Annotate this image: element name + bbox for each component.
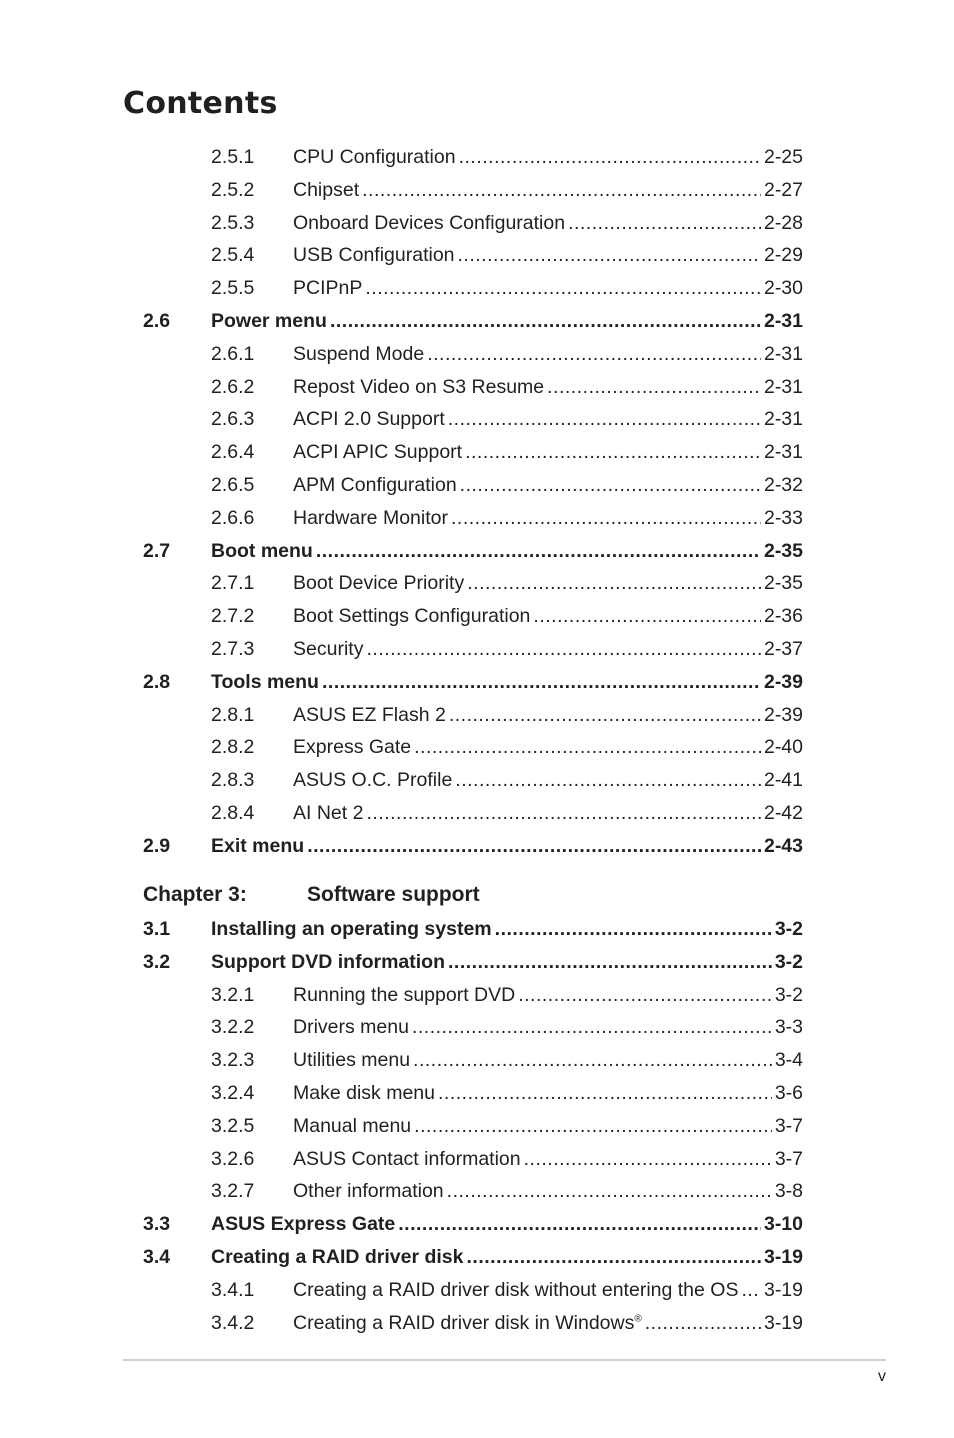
toc-entry-page: 3-8 xyxy=(774,1180,803,1203)
toc-subsection-entry xyxy=(0,371,954,403)
toc-entry-page: 2-32 xyxy=(763,474,803,496)
toc-entry-page: 2-28 xyxy=(763,211,803,234)
toc-entry-line xyxy=(293,1274,803,1306)
dot-leader xyxy=(518,979,772,1011)
toc-entry-line xyxy=(211,830,803,862)
dot-leader xyxy=(533,600,761,632)
toc-entry-title xyxy=(211,1208,395,1240)
toc-entry-number: 2.8.3 xyxy=(211,769,255,792)
toc-entry-page: 3-2 xyxy=(774,983,803,1006)
toc-subsection-entry xyxy=(0,338,954,370)
toc-entry-page: 2-40 xyxy=(763,736,803,759)
toc-entry-title-text: ASUS EZ Flash 2 xyxy=(293,703,446,726)
toc-section-entry xyxy=(0,305,954,337)
toc-entry-title xyxy=(293,797,363,829)
toc-entry-title xyxy=(293,699,446,731)
dot-leader xyxy=(741,1274,761,1306)
toc-entry-number: 2.5.1 xyxy=(211,146,255,168)
toc-entry-line xyxy=(293,979,803,1011)
toc-entry-title-text: Exit menu xyxy=(211,834,305,857)
toc-entry-line xyxy=(293,174,803,206)
toc-subsection-entry xyxy=(0,469,954,501)
toc-entry-page: 3-19 xyxy=(763,1311,803,1334)
dot-leader xyxy=(524,1143,772,1175)
toc-subsection-entry xyxy=(0,567,954,599)
toc-entry-number: 2.8.2 xyxy=(211,736,255,759)
toc-entry-line xyxy=(293,272,803,304)
toc-entry-title-text: Drivers menu xyxy=(293,1016,409,1039)
toc-entry-number: 2.5.3 xyxy=(211,211,255,234)
toc-entry-number: 2.6.5 xyxy=(211,474,255,496)
toc-entry-title xyxy=(293,502,448,534)
toc-entry-number: 2.6.3 xyxy=(211,408,255,431)
toc-entry-line xyxy=(293,469,803,501)
toc-entry-title-text: Security xyxy=(293,638,364,660)
toc-entry-title xyxy=(293,633,363,665)
toc-entry-line xyxy=(293,1044,803,1076)
toc-entry-number: 2.8 xyxy=(143,670,171,693)
toc-subsection-entry xyxy=(0,272,954,304)
toc-entry-line xyxy=(211,666,803,698)
toc-entry-line xyxy=(293,633,803,665)
toc-entry-line xyxy=(293,600,803,632)
toc-entry-line xyxy=(293,436,803,468)
footer-divider xyxy=(123,1359,886,1361)
toc-subsection-entry xyxy=(0,1307,954,1339)
toc-entry-page: 2-36 xyxy=(763,605,803,628)
dot-leader xyxy=(448,403,761,435)
toc-entry-title xyxy=(211,830,304,862)
toc-entry-title xyxy=(293,1110,411,1142)
toc-entry-number: 2.6 xyxy=(143,310,171,332)
toc-entry-page: 3-2 xyxy=(774,918,803,940)
toc-entry-title-text: Boot menu xyxy=(211,539,313,562)
dot-leader xyxy=(547,371,761,403)
toc-entry-page: 2-31 xyxy=(763,408,803,431)
toc-entry-page: 2-25 xyxy=(763,146,803,168)
toc-subsection-entry xyxy=(0,633,954,665)
dot-leader xyxy=(467,567,761,599)
toc-entry-line xyxy=(293,699,803,731)
dot-leader xyxy=(447,1175,772,1207)
dot-leader xyxy=(455,764,761,796)
toc-entry-title-text: Boot Device Priority xyxy=(293,572,465,595)
toc-subsection-entry xyxy=(0,1011,954,1043)
toc-entry-line xyxy=(293,207,803,239)
toc-entry-title xyxy=(293,600,530,632)
toc-entry-page: 2-43 xyxy=(763,834,803,857)
toc-entry-line xyxy=(211,535,803,567)
toc-entry-title-text: Installing an operating system xyxy=(211,918,492,940)
toc-subsection-entry xyxy=(0,436,954,468)
toc-entry-line xyxy=(293,141,803,173)
chapter-title: Software support xyxy=(307,883,480,906)
toc-subsection-entry xyxy=(0,731,954,763)
toc-entry-title xyxy=(293,764,452,796)
dot-leader xyxy=(366,797,761,829)
toc-entry-number: 2.7.3 xyxy=(211,638,255,660)
toc-entry-number: 3.4 xyxy=(143,1246,171,1268)
toc-entry-page: 2-35 xyxy=(763,572,803,595)
toc-entry-title-text: ACPI 2.0 Support xyxy=(293,408,445,431)
dot-leader xyxy=(459,141,761,173)
toc-entry-title xyxy=(293,1307,642,1339)
toc-entry-title xyxy=(293,1044,410,1076)
toc-subsection-entry xyxy=(0,1143,954,1175)
toc-entry-title-text: Support DVD information xyxy=(211,950,445,973)
toc-entry-title-text: Manual menu xyxy=(293,1114,412,1137)
toc-entry-page: 2-29 xyxy=(763,244,803,267)
dot-leader xyxy=(427,338,761,370)
toc-entry-title-text: Running the support DVD xyxy=(293,983,516,1006)
toc-entry-title xyxy=(211,666,319,698)
dot-leader xyxy=(316,535,761,567)
toc-subsection-entry xyxy=(0,979,954,1011)
toc-entry-title xyxy=(293,1011,409,1043)
toc-entry-title-text: Chipset xyxy=(293,178,360,201)
dot-leader xyxy=(495,913,772,945)
toc-entry-number: 3.2.7 xyxy=(211,1180,255,1203)
toc-entry-title-text: ASUS Express Gate xyxy=(211,1213,396,1236)
dot-leader xyxy=(365,272,761,304)
dot-leader xyxy=(412,1011,772,1043)
toc-subsection-entry xyxy=(0,174,954,206)
dot-leader xyxy=(458,239,761,271)
toc-entry-title xyxy=(211,1241,464,1273)
toc-entry-title xyxy=(293,239,455,271)
toc-section-entry xyxy=(0,1208,954,1240)
toc-entry-page: 2-27 xyxy=(763,178,803,201)
toc-entry-line xyxy=(293,1307,803,1339)
toc-subsection-entry xyxy=(0,141,954,173)
toc-entry-page: 2-31 xyxy=(763,441,803,464)
toc-entry-line xyxy=(293,1175,803,1207)
dot-leader xyxy=(330,305,761,337)
toc-entry-title-text: ASUS Contact information xyxy=(293,1147,521,1170)
toc-entry-page: 3-6 xyxy=(774,1082,803,1104)
toc-subsection-entry xyxy=(0,1077,954,1109)
toc-subsection-entry xyxy=(0,600,954,632)
dot-leader xyxy=(568,207,761,239)
toc-entry-page: 3-10 xyxy=(763,1213,803,1236)
toc-entry-number: 3.4.1 xyxy=(211,1278,255,1301)
toc-entry-line xyxy=(293,797,803,829)
toc-entry-number: 2.6.6 xyxy=(211,506,255,529)
toc-entry-page: 2-33 xyxy=(763,506,803,529)
toc-subsection-entry xyxy=(0,1044,954,1076)
toc-entry-title-text: Creating a RAID driver disk without entering the OS xyxy=(293,1278,739,1301)
toc-entry-page: 3-4 xyxy=(774,1049,803,1072)
toc-entry-title-text: Onboard Devices Configuration xyxy=(293,211,566,234)
toc-entry-title xyxy=(293,338,424,370)
toc-entry-number: 2.8.4 xyxy=(211,802,255,824)
toc-entry-title xyxy=(293,1143,521,1175)
toc-entry-title xyxy=(293,272,362,304)
toc-entry-number: 3.1 xyxy=(143,918,171,940)
toc-entry-title xyxy=(293,979,515,1011)
chapter-label: Chapter 3: xyxy=(143,883,247,906)
toc-entry-number: 2.7 xyxy=(143,539,171,562)
toc-entry-title-text: AI Net 2 xyxy=(293,802,364,824)
toc-entry-title xyxy=(293,371,544,403)
dot-leader xyxy=(460,469,761,501)
toc-entry-number: 2.7.1 xyxy=(211,572,255,595)
toc-entry-title-text: Creating a RAID driver disk in Windows xyxy=(293,1311,635,1334)
toc-entry-page: 3-2 xyxy=(774,950,803,973)
dot-leader xyxy=(438,1077,772,1109)
toc-entry-line xyxy=(293,403,803,435)
toc-entry-title xyxy=(211,535,313,567)
toc-section-entry xyxy=(0,946,954,978)
dot-leader xyxy=(413,1044,772,1076)
toc-entry-page: 2-31 xyxy=(763,310,803,332)
toc-entry-line xyxy=(211,946,803,978)
toc-entry-line xyxy=(293,371,803,403)
toc-entry-number: 3.2.2 xyxy=(211,1016,255,1039)
toc-section-entry xyxy=(0,535,954,567)
toc-subsection-entry xyxy=(0,764,954,796)
toc-entry-page: 3-7 xyxy=(774,1114,803,1137)
toc-entry-line xyxy=(293,1143,803,1175)
toc-entry-line xyxy=(211,913,803,945)
toc-entry-number: 2.5.2 xyxy=(211,178,255,201)
dot-leader xyxy=(366,633,761,665)
toc-entry-title-text: APM Configuration xyxy=(293,474,457,496)
toc-entry-number: 3.2.6 xyxy=(211,1147,255,1170)
dot-leader xyxy=(362,174,761,206)
toc-entry-title-text: Make disk menu xyxy=(293,1082,435,1104)
dot-leader xyxy=(322,666,761,698)
toc-entry-line xyxy=(293,1077,803,1109)
toc-entry-title-text: Hardware Monitor xyxy=(293,506,448,529)
toc-subsection-entry xyxy=(0,403,954,435)
toc-entry-title-text: Suspend Mode xyxy=(293,342,425,365)
toc-entry-line xyxy=(293,338,803,370)
dot-leader xyxy=(645,1307,761,1339)
toc-entry-page: 2-42 xyxy=(763,802,803,824)
toc-entry-page: 2-41 xyxy=(763,769,803,792)
dot-leader xyxy=(451,502,761,534)
toc-entry-number: 3.4.2 xyxy=(211,1311,255,1334)
dot-leader xyxy=(307,830,761,862)
toc-entry-number: 3.3 xyxy=(143,1213,171,1236)
dot-leader xyxy=(414,731,761,763)
toc-section-entry xyxy=(0,830,954,862)
toc-entry-title xyxy=(211,913,492,945)
toc-entry-title-text: USB Configuration xyxy=(293,244,455,267)
toc-entry-page: 2-37 xyxy=(763,638,803,660)
toc-entry-number: 2.8.1 xyxy=(211,703,255,726)
toc-entry-title-text: Tools menu xyxy=(211,670,319,693)
toc-entry-line xyxy=(211,1241,803,1273)
toc-entry-title xyxy=(293,141,456,173)
toc-entry-title-text: Express Gate xyxy=(293,736,412,759)
dot-leader xyxy=(449,699,761,731)
toc-subsection-entry xyxy=(0,502,954,534)
toc-entry-number: 2.9 xyxy=(143,834,171,857)
page-number: v xyxy=(878,1368,886,1385)
toc-entry-number: 3.2.3 xyxy=(211,1049,255,1072)
toc-entry-title-text: Other information xyxy=(293,1180,444,1203)
page-title: Contents xyxy=(123,86,278,121)
toc-entry-title xyxy=(293,731,411,763)
toc-section-entry xyxy=(0,1241,954,1273)
dot-leader xyxy=(467,1241,761,1273)
toc-subsection-entry xyxy=(0,1274,954,1306)
toc-entry-page: 2-31 xyxy=(763,375,803,398)
toc-entry-page: 2-30 xyxy=(763,277,803,300)
toc-entry-number: 2.7.2 xyxy=(211,605,255,628)
toc-entry-title xyxy=(211,305,327,337)
toc-subsection-entry xyxy=(0,797,954,829)
toc-entry-line xyxy=(293,567,803,599)
toc-entry-title-text: Repost Video on S3 Resume xyxy=(293,375,545,398)
registered-mark: ® xyxy=(634,1313,642,1325)
toc-subsection-entry xyxy=(0,239,954,271)
toc-entry-title-text: Power menu xyxy=(211,310,327,332)
chapter-heading xyxy=(0,879,954,911)
toc-entry-number: 3.2.4 xyxy=(211,1082,255,1104)
toc-entry-title-text: Creating a RAID driver disk xyxy=(211,1246,464,1268)
dot-leader xyxy=(398,1208,761,1240)
toc-entry-title-text: CPU Configuration xyxy=(293,146,456,168)
toc-entry-line xyxy=(211,305,803,337)
toc-entry-title-text: ACPI APIC Support xyxy=(293,441,463,464)
toc-subsection-entry xyxy=(0,1110,954,1142)
toc-section-entry xyxy=(0,666,954,698)
toc-entry-page: 3-19 xyxy=(763,1246,803,1268)
toc-entry-title xyxy=(293,1274,738,1306)
toc-entry-title xyxy=(293,207,565,239)
toc-entry-line xyxy=(293,1110,803,1142)
toc-entry-number: 2.6.4 xyxy=(211,441,255,464)
toc-entry-title xyxy=(293,1077,435,1109)
toc-subsection-entry xyxy=(0,207,954,239)
toc-subsection-entry xyxy=(0,1175,954,1207)
toc-entry-line xyxy=(211,1208,803,1240)
toc-entry-title xyxy=(293,174,359,206)
toc-entry-title-text: PCIPnP xyxy=(293,277,363,300)
toc-entry-title-text: ASUS O.C. Profile xyxy=(293,769,453,792)
toc-entry-line xyxy=(293,764,803,796)
toc-entry-number: 3.2.1 xyxy=(211,983,255,1006)
toc-entry-title-text: Utilities menu xyxy=(293,1049,411,1072)
toc-entry-title xyxy=(293,436,462,468)
dot-leader xyxy=(414,1110,772,1142)
toc-section-entry xyxy=(0,913,954,945)
toc-entry-number: 3.2 xyxy=(143,950,171,973)
toc-entry-line xyxy=(293,731,803,763)
toc-entry-number: 3.2.5 xyxy=(211,1114,255,1137)
toc-entry-page: 3-3 xyxy=(774,1016,803,1039)
toc-entry-page: 3-19 xyxy=(763,1278,803,1301)
toc-entry-page: 3-7 xyxy=(774,1147,803,1170)
toc-subsection-entry xyxy=(0,699,954,731)
toc-entry-title xyxy=(293,403,445,435)
toc-entry-title xyxy=(293,567,464,599)
toc-entry-title xyxy=(293,469,457,501)
toc-entry-number: 2.6.1 xyxy=(211,342,255,365)
toc-entry-number: 2.5.4 xyxy=(211,244,255,267)
toc-entry-page: 2-39 xyxy=(763,670,803,693)
toc-entry-title xyxy=(211,946,445,978)
toc-entry-page: 2-31 xyxy=(763,342,803,365)
dot-leader xyxy=(465,436,761,468)
toc-entry-line xyxy=(293,1011,803,1043)
toc-entry-line xyxy=(293,502,803,534)
toc-entry-page: 2-39 xyxy=(763,703,803,726)
toc-entry-page: 2-35 xyxy=(763,539,803,562)
dot-leader xyxy=(448,946,772,978)
toc-entry-title xyxy=(293,1175,444,1207)
toc-entry-number: 2.6.2 xyxy=(211,375,255,398)
toc-entry-line xyxy=(293,239,803,271)
toc-entry-title-text: Boot Settings Configuration xyxy=(293,605,531,628)
toc-entry-number: 2.5.5 xyxy=(211,277,255,300)
